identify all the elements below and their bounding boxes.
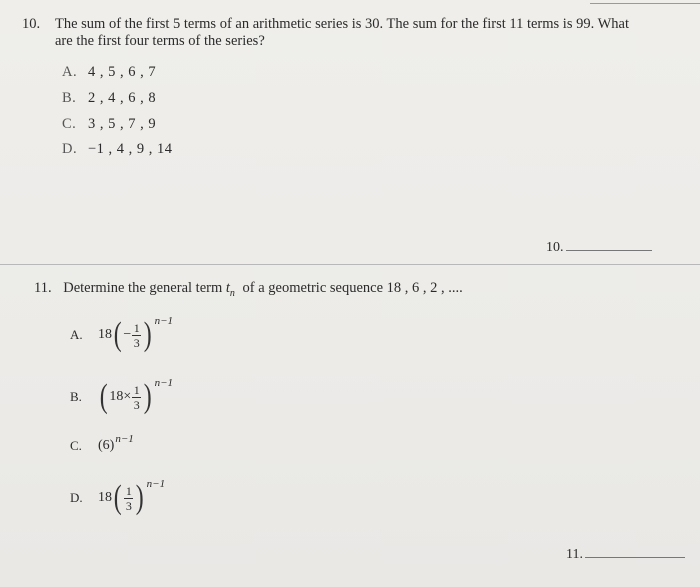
numerator: 1: [125, 483, 132, 498]
q11-option-d[interactable]: [70, 478, 166, 516]
q10-answer-blank[interactable]: [566, 249, 652, 251]
left-paren: (: [113, 479, 122, 516]
coefficient: 18×: [109, 389, 132, 404]
option-label: C.: [70, 438, 82, 453]
base: (6): [98, 438, 115, 453]
option-label: C.: [62, 116, 77, 132]
term-subscript: n: [229, 287, 235, 299]
q11-answer-label: 11.: [566, 547, 583, 562]
right-paren: ): [143, 378, 152, 415]
exponent: n−1: [146, 478, 166, 490]
option-text: 2 , 4 , 6 , 8: [88, 90, 157, 106]
top-rule: [590, 3, 700, 4]
exponent: n−1: [154, 315, 173, 327]
denominator: 3: [133, 335, 140, 350]
exponent: n−1: [115, 433, 134, 445]
section-divider: [0, 264, 700, 265]
q11-option-a[interactable]: [70, 315, 173, 353]
left-paren: (: [99, 378, 108, 415]
exponent: n−1: [154, 377, 173, 389]
coefficient: 18: [98, 490, 112, 505]
fraction: [124, 485, 133, 512]
q10-option-c[interactable]: [62, 116, 156, 133]
option-label: A.: [70, 327, 83, 342]
fraction: [132, 384, 141, 411]
fraction: [132, 322, 141, 349]
term-symbol: t: [225, 280, 230, 296]
q10-option-d[interactable]: [62, 141, 173, 158]
denominator: 3: [125, 498, 132, 513]
q11-answer-line[interactable]: [566, 547, 685, 563]
numerator: 1: [133, 320, 140, 335]
option-label: D.: [70, 490, 83, 505]
q11-answer-blank[interactable]: [585, 556, 685, 558]
denominator: 3: [133, 397, 140, 412]
right-paren: ): [136, 479, 144, 516]
question-10-line-1: The sum of the first 5 terms of an arithmetic series is 30. The sum for the first 11 terms is 99. What: [55, 16, 629, 32]
q10-option-a[interactable]: [62, 64, 156, 81]
option-text: 3 , 5 , 7 , 9: [88, 116, 157, 132]
coefficient: 18: [98, 327, 112, 342]
question-10-number: 10.: [22, 16, 41, 32]
left-paren: (: [113, 316, 122, 353]
q10-option-b[interactable]: [62, 90, 156, 107]
question-11-prompt: [34, 280, 463, 302]
q11-option-c[interactable]: [70, 433, 134, 455]
q11-option-b[interactable]: [70, 377, 173, 415]
numerator: 1: [133, 382, 140, 397]
q10-answer-label: 10.: [546, 240, 564, 255]
q10-answer-line[interactable]: [546, 240, 652, 256]
right-paren: ): [143, 316, 152, 353]
option-label: B.: [70, 389, 82, 404]
option-text: −1 , 4 , 9 , 14: [88, 141, 173, 157]
negative-sign: −: [123, 327, 132, 342]
option-label: B.: [62, 90, 77, 106]
question-11-text-after: of a geometric sequence 18 , 6 , 2 , ....: [242, 280, 463, 296]
question-11-text-before: Determine the general term: [63, 280, 223, 296]
question-10-line-2: are the first four terms of the series?: [55, 33, 265, 49]
option-text: 4 , 5 , 6 , 7: [88, 64, 157, 80]
option-label: D.: [62, 141, 78, 157]
question-11-number: 11.: [34, 280, 52, 296]
option-label: A.: [62, 64, 78, 80]
